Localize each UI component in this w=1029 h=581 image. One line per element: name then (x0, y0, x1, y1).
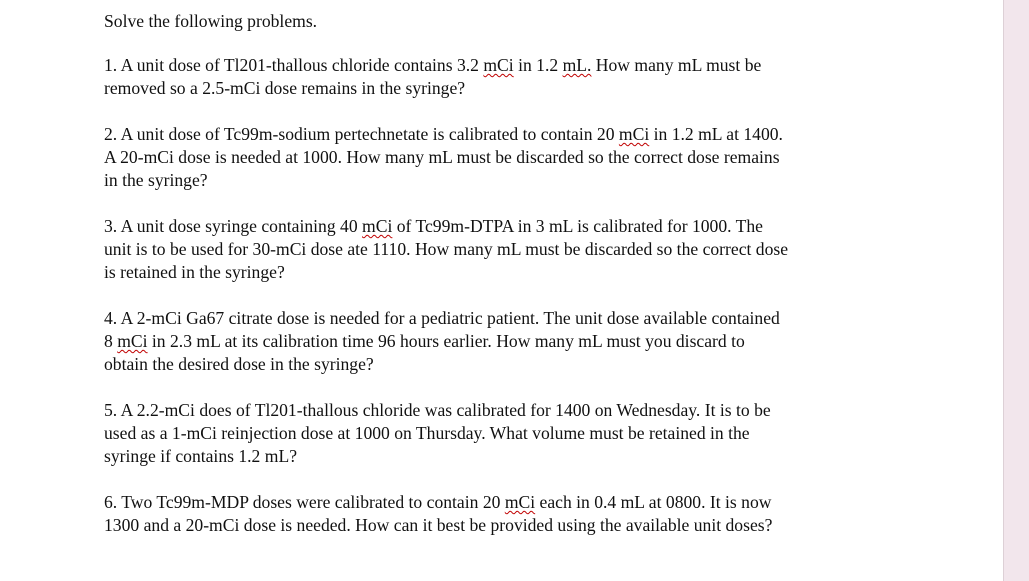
text-run: 2. A unit dose of Tc99m-sodium pertechnetate is calibrated to contain 20 (104, 124, 619, 144)
text-run: 3. A unit dose syringe containing 40 (104, 216, 363, 236)
problem-line (104, 491, 894, 514)
problem-line (104, 445, 894, 468)
text-run: of Tc99m-DTPA in 3 mL is calibrated for 1000. The (392, 216, 763, 236)
problem-4 (104, 307, 894, 376)
text-run: A 20-mCi dose is needed at 1000. How many mL must be discarded so the correct dose remains (104, 147, 780, 167)
spellcheck-flagged-word: mCi (504, 492, 536, 512)
spellcheck-flagged-word: mCi (117, 331, 148, 351)
problem-line (104, 123, 894, 146)
document-body (104, 10, 894, 560)
window-side-strip (1003, 0, 1029, 581)
text-run: removed so a 2.5-mCi dose remains in the syringe? (104, 78, 466, 98)
spellcheck-flagged-word: mL. (562, 55, 592, 75)
text-run: How many mL must be (591, 55, 762, 75)
spellcheck-flagged-word: mCi (618, 124, 650, 144)
problem-line (104, 514, 894, 537)
problem-line (104, 307, 894, 330)
text-run: syringe if contains 1.2 mL? (104, 446, 297, 466)
text-run: 1. A unit dose of Tl201-thallous chloride contains 3.2 (104, 55, 484, 75)
problem-3 (104, 215, 894, 284)
spellcheck-flagged-word: mCi (362, 216, 393, 236)
page-heading: Solve the following problems. (104, 11, 318, 31)
text-run: used as a 1-mCi reinjection dose at 1000 on Thursday. What volume must be retained in the (104, 423, 750, 443)
problem-line (104, 77, 894, 100)
text-run: each in 0.4 mL at 0800. It is now (535, 492, 772, 512)
problem-list (104, 54, 894, 537)
problem-1 (104, 54, 894, 100)
text-run: is retained in the syringe? (104, 262, 285, 282)
problem-6 (104, 491, 894, 537)
text-run: 6. Two Tc99m-MDP doses were calibrated to contain 20 (104, 492, 505, 512)
problem-line (104, 330, 894, 353)
problem-line (104, 353, 894, 376)
problem-line (104, 422, 894, 445)
problem-line (104, 146, 894, 169)
problem-line (104, 238, 894, 261)
text-run: in 1.2 mL at 1400. (649, 124, 783, 144)
text-run: in 2.3 mL at its calibration time 96 hours earlier. How many mL must you discard to (147, 331, 745, 351)
text-run: 4. A 2-mCi Ga67 citrate dose is needed for a pediatric patient. The unit dose available contained (104, 308, 780, 328)
problem-line (104, 54, 894, 77)
text-run: in the syringe? (104, 170, 208, 190)
text-run: 8 (104, 331, 118, 351)
problem-line (104, 215, 894, 238)
problem-line (104, 261, 894, 284)
text-run: 5. A 2.2-mCi does of Tl201-thallous chloride was calibrated for 1400 on Wednesday. It is to be (104, 400, 771, 420)
text-run: in 1.2 (513, 55, 563, 75)
problem-5 (104, 399, 894, 468)
text-run: obtain the desired dose in the syringe? (104, 354, 374, 374)
spellcheck-flagged-word: mCi (483, 55, 514, 75)
text-run: unit is to be used for 30-mCi dose ate 1110. How many mL must be discarded so the correct dose (104, 239, 789, 259)
problem-2 (104, 123, 894, 192)
problem-line (104, 169, 894, 192)
problem-line (104, 399, 894, 422)
text-run: 1300 and a 20-mCi dose is needed. How can it best be provided using the available unit doses? (104, 515, 773, 535)
